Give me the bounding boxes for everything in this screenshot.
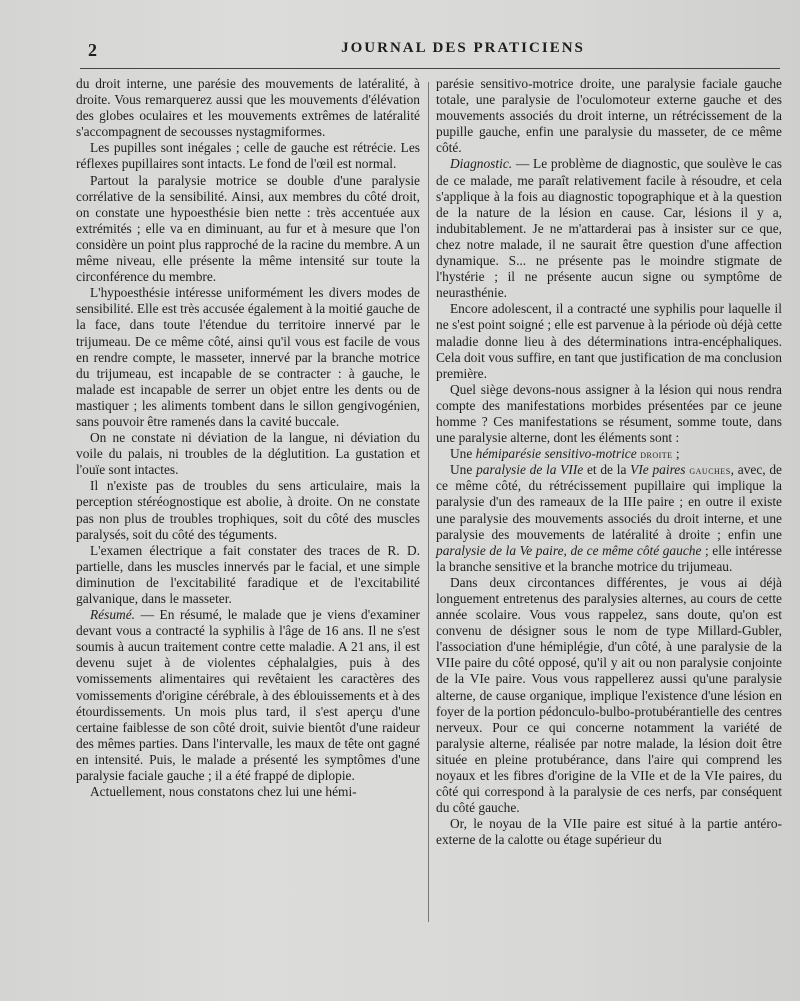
paragraph: Or, le noyau de la VIIe paire est situé à la partie antéro-externe de la calotte ou étage supérieur du	[436, 816, 782, 848]
text-run: Une	[450, 446, 476, 462]
text-run: ; elle intéresse la branche sensitive et la branche motrice du trijumeau.	[436, 542, 782, 574]
list-item	[436, 446, 782, 462]
paragraph: du droit interne, une parésie des mouvements de latéralité, à droite. Vous remarquerez aussi que les mouvements d'élévation des globes oculaires et les mouvements extrêmes de latéralité s'accompagnent de secousses nystagmiformes.	[76, 76, 420, 140]
paragraph: Les pupilles sont inégales ; celle de gauche est rétrécie. Les réflexes pupillaires sont intacts. Le fond de l'œil est normal.	[76, 140, 420, 172]
section-heading-resume: Résumé.	[90, 607, 135, 623]
column-divider	[428, 82, 429, 922]
paragraph	[76, 607, 420, 784]
italic-run: paralysie de la VIIe	[476, 462, 584, 478]
small-caps-run: gauches	[685, 463, 731, 478]
page-number: 2	[88, 40, 97, 60]
header-rule	[80, 68, 780, 69]
running-head: JOURNAL DES PRATICIENS	[341, 40, 585, 56]
paragraph: Dans deux circontances différentes, je vous ai déjà longuement entretenus des paralysies alternes, au cours de cette année scolaire. Vous vous rappelez, sans doute, qu'on est convenu de désigner sous le nom de type Millard-Gubler, l'association d'une hémiplégie, d'un côté, à une paralysie de la VIIe paire du côté opposé, qu'il y ait ou non paralysie conjointe de la VIe paire. Vous vous rappellerez aussi qu'une paralysie alterne, de cause organique, implique l'existence d'une lésion en foyer de la portion pédonculo-bulbo-protubérantielle des centres nerveux. Pour ce qui concerne notamment la variété de paralysie alterne, réalisée par notre malade, la lésion doit être située en pleine protubérance, dans l'aire qui comprend les noyaux et les fibres d'origine de la VIIe et de la VIe paires, du côté qui correspond à la paralysie de ces nerfs, par conséquent du côté gauche.	[436, 574, 782, 816]
right-column	[436, 76, 782, 849]
list-item	[436, 462, 782, 575]
paragraph: On ne constate ni déviation de la langue, ni déviation du voile du palais, ni troubles de la déglutition. La gustation et l'ouïe sont intactes.	[76, 430, 420, 478]
paragraph: Encore adolescent, il a contracté une syphilis pour laquelle il ne s'est point soigné ; elle est parvenue à la période où déjà cette maladie donne lieu à des déterminations intra-encéphaliques. Cela doit vous suffire, en tant que justification de ma conclusion première.	[436, 301, 782, 381]
paragraph-text: — En résumé, le malade que je viens d'examiner devant vous a contracté la syphilis à l'âge de 16 ans. Il ne s'est soumis à aucun traitement contre cette maladie. A 21 ans, il est devenu sujet à de violentes céphalalgies, puis à des vomissements alimentaires qui revêtaient les caractères des vomissements d'origine cérébrale, à des éblouissements et à des étourdissements. Un mois plus tard, il s'est aperçu d'une certaine faiblesse de son côté droit, suivie bientôt d'une raideur des mêmes parties. Dans l'intervalle, les maux de tête ont gagné en intensité. Puis, le malade a présenté les symptômes d'une paralysie faciale gauche ; il a été frappé de diplopie.	[76, 607, 420, 784]
left-column	[76, 76, 420, 800]
page-header	[88, 40, 778, 66]
small-caps-run: droite	[636, 447, 673, 462]
section-heading-diagnostic: Diagnostic.	[450, 156, 513, 172]
paragraph: Il n'existe pas de troubles du sens articulaire, mais la perception stéréognostique est abolie, à droite. On ne constate pas non plus de troubles trophiques, soit du côté des muscles paralysés, soit du côté des téguments.	[76, 478, 420, 542]
italic-run: VIe paires	[630, 462, 686, 478]
paragraph: L'examen électrique a fait constater des traces de R. D. partielle, dans les muscles innervés par le facial, et une simple diminution de l'excitabilité faradique et de l'excitabilité galvanique, dans le masseter.	[76, 542, 420, 606]
text-run: Une	[450, 462, 477, 478]
italic-run: hémiparésie sensitivo-motrice	[475, 446, 637, 462]
paragraph: Actuellement, nous constatons chez lui une hémi-	[90, 784, 357, 800]
paragraph: Quel siège devons-nous assigner à la lésion qui nous rendra compte des manifestations morbides présentées par ce jeune homme ? Ces manifestations se résument, somme toute, dans une paralysie alterne, dont les éléments sont :	[436, 381, 782, 446]
text-run: ;	[672, 446, 680, 462]
paragraph	[436, 156, 782, 301]
paragraph: Partout la paralysie motrice se double d'une paralysie corrélative de la sensibilité. Ainsi, aux membres du côté droit, on constate une hypoesthésie bien nette : très accentuée aux extrémités ; elle va en diminuant, au fur et à mesure que l'on considère un point plus rapproché de la racine du membre. A un même niveau, elle présente la même intensité sur toute la circonférence du membre.	[76, 172, 420, 285]
text-run: et de la	[583, 462, 631, 478]
paragraph-text: — Le problème de diagnostic, que soulève le cas de ce malade, me paraît relativement facile à résoudre, et cela s'applique à la fois au diagnostic topographique et à la question de la nature de la lésion en cause. Car, lésions il y a, indubitablement. Je ne m'attarderai pas à insister sur ce que, chez notre malade, il ne saurait être question d'une affection dynamique. S... ne présente pas le moindre stigmate de l'hystérie ; il ne présente aucun signe ou symptôme de neurasthénie.	[436, 156, 782, 301]
paragraph: L'hypoesthésie intéresse uniformément les divers modes de sensibilité. Elle est très accusée également à la moitié gauche de la face, dans toute l'étendue du territoire innervé par le trijumeau. De ce même côté, ainsi qu'il vous est facile de vous en rendre compte, le masseter, innervé par la branche motrice du trijumeau, est incapable de se contracter : à gauche, le malade est incapable de serrer un objet entre les dents ou de mastiquer ; les aliments tombent dans le sillon gengivogénien, sans pouvoir être ramenés dans la cavité buccale.	[76, 285, 420, 429]
italic-run: paralysie de la Ve paire, de ce même côté gauche	[436, 542, 702, 558]
text-run: , avec, de ce même côté, du rétrécissement pupillaire qui implique la paralysie d'un des rameaux de la IIIe paire ; en outre il existe une paralysie des mouvements associés du droit interne, et une paralysie des mouvements de latéralité à droite ; enfin une	[436, 462, 782, 542]
paragraph: parésie sensitivo-motrice droite, une paralysie faciale gauche totale, une paralysie de l'oculomoteur externe gauche et des mouvements associés du droit interne, un rétrécissement de la pupille gauche, enfin une paralysie du masseter, de ce même côté.	[436, 76, 782, 156]
